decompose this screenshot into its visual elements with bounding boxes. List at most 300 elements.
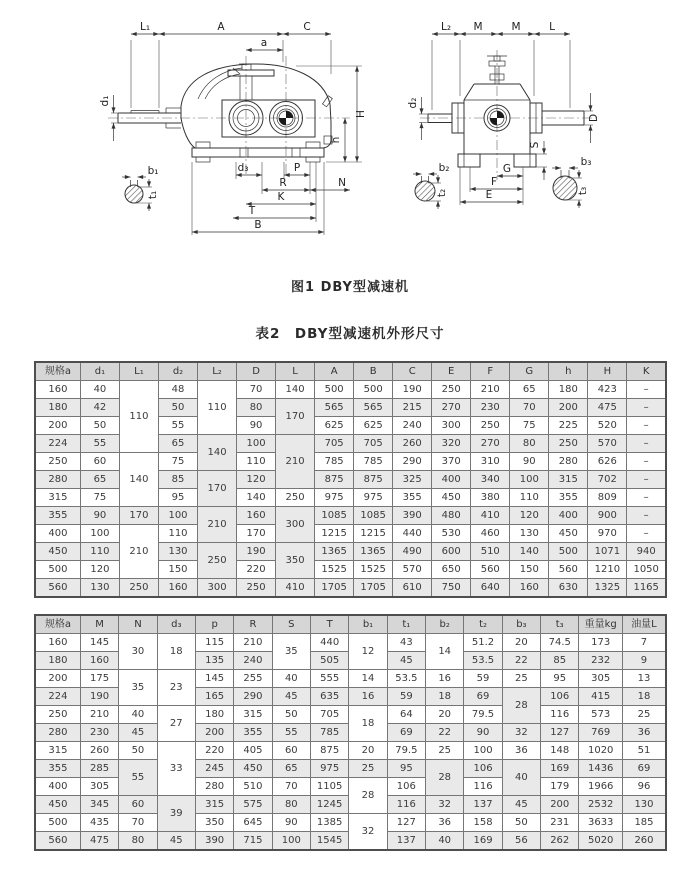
dim-label-L: L	[549, 21, 555, 33]
table-cell: 20	[349, 742, 387, 760]
table-row	[35, 453, 666, 471]
table-cell: 70	[237, 381, 276, 399]
table-cell: 1385	[310, 814, 348, 832]
dim-label-A: A	[217, 21, 225, 33]
table-cell: 45	[157, 832, 195, 851]
table-cell: 270	[471, 435, 510, 453]
dim-label-P: P	[293, 162, 301, 174]
table-cell: 75	[80, 489, 119, 507]
table-cell: 310	[471, 453, 510, 471]
table-cell: 74.5	[541, 634, 579, 652]
table-cell: 255	[234, 670, 272, 688]
table-cell: 130	[158, 543, 197, 561]
column-header: A	[315, 362, 354, 381]
table-cell: 35	[272, 634, 310, 670]
table-cell: 45	[119, 724, 157, 742]
table-cell: 400	[35, 778, 80, 796]
column-header: K	[627, 362, 666, 381]
table-cell: 16	[349, 688, 387, 706]
table-cell: 355	[549, 489, 588, 507]
dim-label-M: M	[473, 21, 483, 33]
table-cell: 390	[393, 507, 432, 525]
table-cell: –	[627, 435, 666, 453]
table-cell: 1020	[579, 742, 623, 760]
table-cell: 355	[393, 489, 432, 507]
column-header: d₁	[80, 362, 119, 381]
table-cell: 280	[35, 724, 80, 742]
dimensions-table-2	[34, 614, 667, 851]
table-cell: 560	[471, 561, 510, 579]
table-cell: 1325	[588, 579, 627, 598]
table-cell: 190	[237, 543, 276, 561]
table-cell: 555	[310, 670, 348, 688]
table-cell: 1365	[354, 543, 393, 561]
table-cell: 56	[502, 832, 540, 851]
table-cell: 135	[195, 652, 233, 670]
column-header: L₁	[119, 362, 158, 381]
table-cell: 79.5	[387, 742, 425, 760]
table-cell: 79.5	[464, 706, 502, 724]
header-row	[35, 362, 666, 381]
column-header: D	[237, 362, 276, 381]
column-header: C	[393, 362, 432, 381]
table-cell: 65	[80, 471, 119, 489]
table-cell: 380	[471, 489, 510, 507]
dim-label-b2: b₂	[438, 162, 450, 174]
table-cell: 250	[237, 579, 276, 598]
table-cell: 12	[349, 634, 387, 670]
column-header: p	[195, 615, 233, 634]
table-cell: 410	[276, 579, 315, 598]
table-cell: 1085	[354, 507, 393, 525]
table-cell: 715	[234, 832, 272, 851]
shaft-key-section-b2	[413, 162, 449, 209]
table-cell: 65	[510, 381, 549, 399]
table-cell: 175	[80, 670, 118, 688]
table-cell: 80	[510, 435, 549, 453]
shaft-key-section-input	[122, 165, 159, 211]
table-row	[35, 525, 666, 543]
table-cell: 200	[35, 417, 80, 435]
table-cell: 200	[541, 796, 579, 814]
table-cell: 262	[541, 832, 579, 851]
table-cell: 625	[315, 417, 354, 435]
table-cell: 785	[310, 724, 348, 742]
table-cell: 1215	[315, 525, 354, 543]
table-cell: 570	[588, 435, 627, 453]
table-cell: 232	[579, 652, 623, 670]
center-target-mark	[279, 111, 293, 125]
column-header: 重量kg	[579, 615, 623, 634]
table-cell: 180	[549, 381, 588, 399]
table-cell: 33	[157, 742, 195, 796]
table-cell: 59	[387, 688, 425, 706]
column-header: S	[272, 615, 310, 634]
table-cell: 90	[272, 814, 310, 832]
table-cell: 260	[393, 435, 432, 453]
table-cell: 110	[237, 453, 276, 471]
table-cell: –	[627, 525, 666, 543]
table-row	[35, 706, 666, 724]
dim-label-K: K	[277, 191, 285, 203]
table-cell: 1545	[310, 832, 348, 851]
dim-label-t1: t₁	[147, 190, 159, 200]
column-header: M	[80, 615, 118, 634]
table-cell: 1245	[310, 796, 348, 814]
table-cell: 51	[622, 742, 666, 760]
table-cell: 100	[272, 832, 310, 851]
table-cell: 355	[234, 724, 272, 742]
table-cell: 100	[510, 471, 549, 489]
table-cell: 53.5	[464, 652, 502, 670]
center-target-mark-end	[490, 111, 504, 125]
table-cell: 130	[622, 796, 666, 814]
table-cell: 75	[158, 453, 197, 471]
table-cell: 600	[432, 543, 471, 561]
table-cell: 100	[80, 525, 119, 543]
table-cell: 106	[541, 688, 579, 706]
table-cell: 769	[579, 724, 623, 742]
column-header: F	[471, 362, 510, 381]
table-cell: 705	[310, 706, 348, 724]
table-cell: –	[627, 453, 666, 471]
table-cell: 220	[195, 742, 233, 760]
figure-area	[0, 4, 700, 266]
end-view-drawing	[407, 21, 600, 209]
table-cell: 148	[541, 742, 579, 760]
table-cell: 140	[237, 489, 276, 507]
table-cell: 510	[471, 543, 510, 561]
table-cell: –	[627, 417, 666, 435]
table-cell: 116	[464, 778, 502, 796]
table-cell: 640	[471, 579, 510, 598]
table-row	[35, 742, 666, 760]
table-cell: 1165	[627, 579, 666, 598]
table-cell: 170	[198, 471, 237, 507]
table-cell: 875	[315, 471, 354, 489]
table-cell: 106	[464, 760, 502, 778]
table-cell: 625	[354, 417, 393, 435]
table-cell: 36	[426, 814, 464, 832]
dim-label-a: a	[260, 37, 268, 49]
table-cell: 285	[80, 760, 118, 778]
table-cell: 69	[464, 688, 502, 706]
table-cell: 25	[426, 742, 464, 760]
table-cell: 69	[387, 724, 425, 742]
dim-label-d3: d₃	[237, 162, 249, 174]
table-cell: 13	[622, 670, 666, 688]
table-cell: 169	[541, 760, 579, 778]
table-cell: 785	[354, 453, 393, 471]
table-cell: 510	[234, 778, 272, 796]
table-cell: 100	[237, 435, 276, 453]
table-cell: 250	[119, 579, 158, 598]
table-cell: 450	[234, 760, 272, 778]
column-header: t₃	[541, 615, 579, 634]
table-cell: 435	[80, 814, 118, 832]
dim-label-E: E	[485, 189, 493, 201]
table-cell: 51.2	[464, 634, 502, 652]
table-row	[35, 507, 666, 525]
table-cell: 140	[276, 381, 315, 399]
table-row	[35, 381, 666, 399]
table-cell: 70	[510, 399, 549, 417]
table-cell: 70	[272, 778, 310, 796]
table-cell: 1071	[588, 543, 627, 561]
table-cell: 65	[272, 760, 310, 778]
table-cell: 27	[157, 706, 195, 742]
table-cell: 22	[502, 652, 540, 670]
table-cell: 1705	[315, 579, 354, 598]
table-cell: 140	[510, 543, 549, 561]
table-cell: 18	[349, 706, 387, 742]
table-cell: 50	[119, 742, 157, 760]
table-cell: 53.5	[387, 670, 425, 688]
header-row	[35, 615, 666, 634]
table-cell: 137	[387, 832, 425, 851]
table-cell: 22	[426, 724, 464, 742]
table-cell: 215	[393, 399, 432, 417]
table-cell: 500	[35, 561, 80, 579]
table-cell: 230	[471, 399, 510, 417]
table-cell: 970	[588, 525, 627, 543]
table-cell: 45	[272, 688, 310, 706]
table-cell: 75	[510, 417, 549, 435]
table-cell: 475	[80, 832, 118, 851]
table-cell: 50	[80, 417, 119, 435]
table-cell: 1705	[354, 579, 393, 598]
table-cell: 305	[579, 670, 623, 688]
table-cell: 40	[272, 670, 310, 688]
table-cell: 40	[502, 760, 540, 796]
table-cell: 300	[198, 579, 237, 598]
table-cell: 60	[272, 742, 310, 760]
table-cell: 450	[35, 543, 80, 561]
table-cell: 100	[158, 507, 197, 525]
table-cell: 280	[549, 453, 588, 471]
dim-label-S: S	[529, 141, 541, 149]
table-cell: 440	[310, 634, 348, 652]
dimensions-table-1	[34, 361, 667, 598]
table-cell: 250	[471, 417, 510, 435]
table-cell: 127	[387, 814, 425, 832]
table-cell: 35	[119, 670, 157, 706]
column-header: G	[510, 362, 549, 381]
column-header: t₁	[387, 615, 425, 634]
table-cell: 45	[387, 652, 425, 670]
column-header: t₂	[464, 615, 502, 634]
table-cell: 240	[393, 417, 432, 435]
table-cell: 158	[464, 814, 502, 832]
dim-label-h: h	[330, 136, 342, 144]
table-cell: 245	[195, 760, 233, 778]
table-cell: 210	[198, 507, 237, 543]
table-cell: 39	[157, 796, 195, 832]
table-cell: 390	[195, 832, 233, 851]
table-cell: 1050	[627, 561, 666, 579]
table-cell: 702	[588, 471, 627, 489]
table-cell: 40	[80, 381, 119, 399]
table-cell: –	[627, 507, 666, 525]
table-cell: 210	[471, 381, 510, 399]
table-cell: 350	[276, 543, 315, 579]
table-cell: 60	[80, 453, 119, 471]
table-cell: 169	[464, 832, 502, 851]
table-cell: 28	[502, 688, 540, 724]
table-cell: 400	[549, 507, 588, 525]
table-cell: 315	[35, 489, 80, 507]
table-cell: 875	[310, 742, 348, 760]
column-header: b₃	[502, 615, 540, 634]
table-cell: 90	[510, 453, 549, 471]
table-cell: 410	[471, 507, 510, 525]
dim-label-N: N	[338, 177, 346, 189]
table-cell: 530	[432, 525, 471, 543]
table-cell: 200	[549, 399, 588, 417]
table-cell: 1525	[354, 561, 393, 579]
table-cell: 750	[432, 579, 471, 598]
table-cell: 210	[119, 525, 158, 579]
table-cell: 140	[119, 453, 158, 507]
table-cell: 130	[510, 525, 549, 543]
dim-label-b3: b₃	[580, 156, 592, 168]
table-cell: 55	[80, 435, 119, 453]
table-cell: 14	[349, 670, 387, 688]
table-cell: 240	[234, 652, 272, 670]
table-cell: 18	[622, 688, 666, 706]
table-cell: 230	[80, 724, 118, 742]
table-cell: 565	[315, 399, 354, 417]
table-cell: 40	[119, 706, 157, 724]
table-cell: 30	[119, 634, 157, 670]
table-cell: 290	[393, 453, 432, 471]
table-cell: 95	[387, 760, 425, 778]
column-header: N	[119, 615, 157, 634]
table-cell: 65	[158, 435, 197, 453]
table-row	[35, 760, 666, 778]
table-cell: 116	[387, 796, 425, 814]
table-cell: 1966	[579, 778, 623, 796]
dim-label-d1: d₁	[99, 95, 111, 107]
table-cell: 250	[35, 706, 80, 724]
table-cell: 315	[195, 796, 233, 814]
table-cell: 500	[315, 381, 354, 399]
table-cell: 500	[549, 543, 588, 561]
table-row	[35, 814, 666, 832]
table-cell: 200	[195, 724, 233, 742]
table-cell: 785	[315, 453, 354, 471]
table-cell: 460	[471, 525, 510, 543]
dim-label-G: G	[502, 163, 512, 175]
table-cell: 1365	[315, 543, 354, 561]
table-cell: 260	[622, 832, 666, 851]
column-header: 规格a	[35, 615, 80, 634]
table-cell: 355	[35, 760, 80, 778]
table-cell: 170	[119, 507, 158, 525]
dim-label-R: R	[279, 177, 287, 189]
table-cell: 225	[549, 417, 588, 435]
column-header: T	[310, 615, 348, 634]
table-cell: 50	[502, 814, 540, 832]
table-cell: 355	[35, 507, 80, 525]
table-cell: 55	[272, 724, 310, 742]
table-cell: 25	[502, 670, 540, 688]
table-cell: 1525	[315, 561, 354, 579]
table-cell: 43	[387, 634, 425, 652]
table-cell: 315	[234, 706, 272, 724]
table-cell: 626	[588, 453, 627, 471]
table-cell: 106	[387, 778, 425, 796]
table-cell: 185	[622, 814, 666, 832]
table-cell: 170	[276, 399, 315, 435]
table-cell: 95	[541, 670, 579, 688]
table-row	[35, 670, 666, 688]
dim-label-T: T	[248, 205, 256, 217]
table-cell: 50	[158, 399, 197, 417]
table-cell: 570	[393, 561, 432, 579]
table-cell: 650	[432, 561, 471, 579]
table-cell: –	[627, 399, 666, 417]
table-cell: 180	[35, 399, 80, 417]
table-cell: 40	[426, 832, 464, 851]
table-cell: 565	[354, 399, 393, 417]
table-cell: 90	[464, 724, 502, 742]
column-header: L	[276, 362, 315, 381]
table-cell: 80	[119, 832, 157, 851]
table-cell: 210	[80, 706, 118, 724]
table-cell: 110	[80, 543, 119, 561]
table-cell: 325	[393, 471, 432, 489]
table-cell: 480	[432, 507, 471, 525]
table-cell: 1105	[310, 778, 348, 796]
table-cell: 940	[627, 543, 666, 561]
table-row	[35, 634, 666, 652]
table-cell: 180	[195, 706, 233, 724]
side-view-drawing	[99, 21, 367, 235]
table-cell: 120	[80, 561, 119, 579]
table-cell: 280	[35, 471, 80, 489]
table-cell: 50	[272, 706, 310, 724]
table-cell: 100	[464, 742, 502, 760]
table-cell: 160	[237, 507, 276, 525]
table-cell: 300	[432, 417, 471, 435]
dim-label-D: D	[588, 113, 600, 123]
table-cell: 875	[354, 471, 393, 489]
table-cell: 20	[426, 706, 464, 724]
table-cell: 423	[588, 381, 627, 399]
table-cell: 340	[471, 471, 510, 489]
table-cell: 90	[237, 417, 276, 435]
table-cell: 32	[426, 796, 464, 814]
table-cell: 28	[426, 760, 464, 796]
table-cell: 560	[549, 561, 588, 579]
table-cell: 160	[80, 652, 118, 670]
table-cell: 415	[579, 688, 623, 706]
table-cell: 55	[158, 417, 197, 435]
table-cell: 975	[354, 489, 393, 507]
column-header: d₃	[157, 615, 195, 634]
table-cell: 85	[541, 652, 579, 670]
table-cell: 630	[549, 579, 588, 598]
column-header: 规格a	[35, 362, 80, 381]
table-cell: –	[627, 381, 666, 399]
table-cell: 110	[198, 381, 237, 435]
table-cell: 5020	[579, 832, 623, 851]
table-cell: 231	[541, 814, 579, 832]
table-cell: 45	[502, 796, 540, 814]
table-cell: 490	[393, 543, 432, 561]
table-cell: 116	[541, 706, 579, 724]
